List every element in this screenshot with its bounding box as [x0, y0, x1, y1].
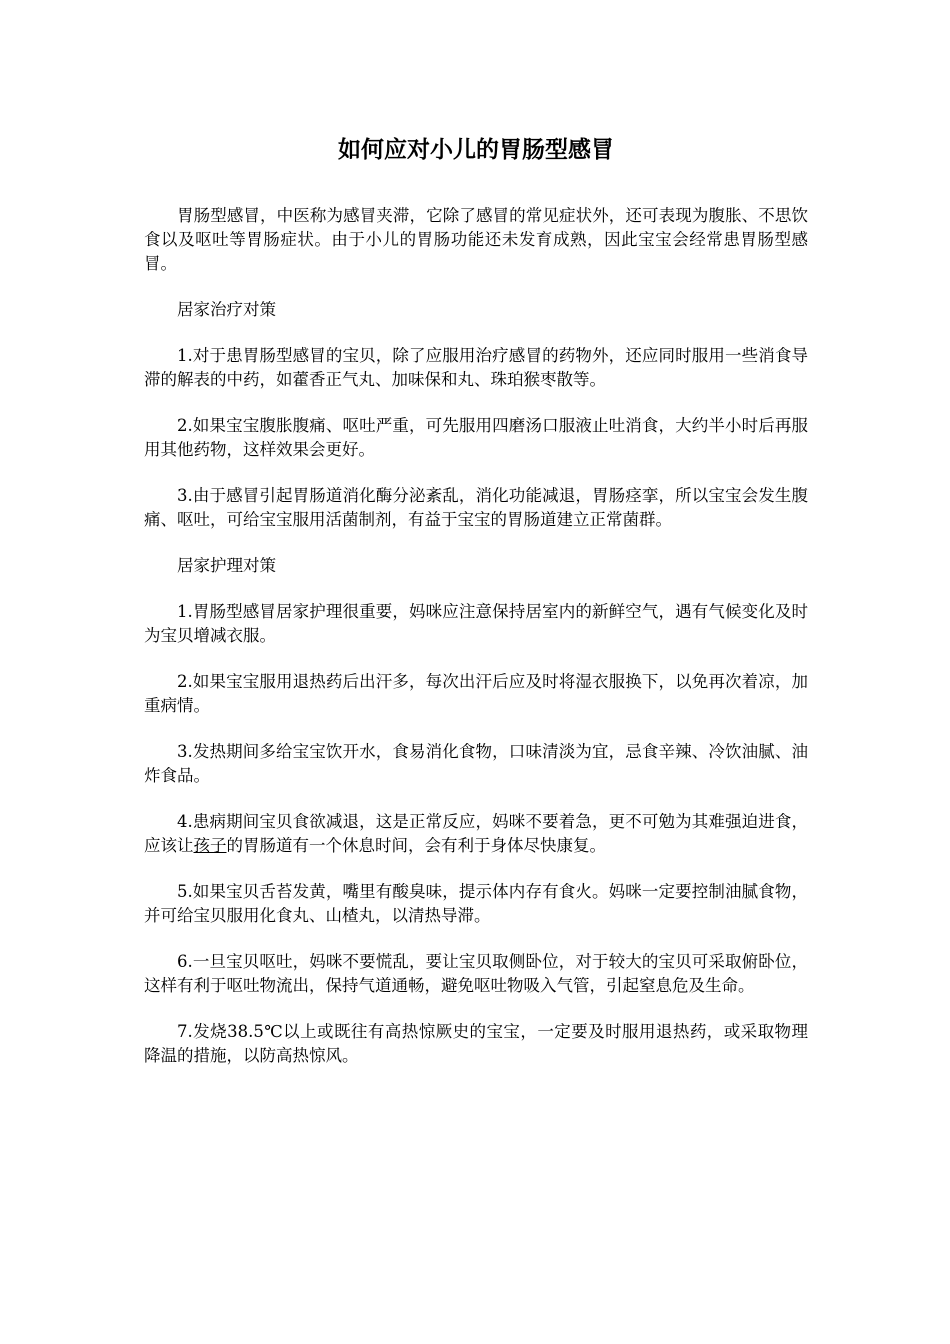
care-item-4: [144, 810, 808, 858]
care-item-5: 5.如果宝贝舌苔发黄，嘴里有酸臭味，提示体内存有食火。妈咪一定要控制油腻食物，并可给宝贝服用化食丸、山楂丸，以清热导滞。: [144, 882, 808, 925]
article-title: 如何应对小儿的胃肠型感冒: [338, 137, 614, 163]
section-heading-treatment: 居家治疗对策: [177, 300, 276, 319]
treatment-item-3: 3.由于感冒引起胃肠道消化酶分泌紊乱，消化功能减退，胃肠痉挛，所以宝宝会发生腹痛、呕吐，可给宝宝服用活菌制剂，有益于宝宝的胃肠道建立正常菌群。: [144, 486, 808, 529]
care-item-2: 2.如果宝宝服用退热药后出汗多，每次出汗后应及时将湿衣服换下，以免再次着凉，加重病情。: [144, 672, 808, 715]
intro-paragraph: 胃肠型感冒，中医称为感冒夹滞，它除了感冒的常见症状外，还可表现为腹胀、不思饮食以及呕吐等胃肠症状。由于小儿的胃肠功能还未发育成熟，因此宝宝会经常患胃肠型感冒。: [144, 206, 808, 273]
article-body: [144, 136, 808, 1090]
children-link[interactable]: 孩子: [193, 836, 227, 855]
care-item-6: 6.一旦宝贝呕吐，妈咪不要慌乱，要让宝贝取侧卧位，对于较大的宝贝可采取俯卧位，这样有利于呕吐物流出，保持气道通畅，避免呕吐物吸入气管，引起窒息危及生命。: [144, 952, 808, 995]
section-heading-care: 居家护理对策: [177, 556, 276, 575]
treatment-item-1: 1.对于患胃肠型感冒的宝贝，除了应服用治疗感冒的药物外，还应同时服用一些消食导滞的解表的中药，如藿香正气丸、加味保和丸、珠珀猴枣散等。: [144, 346, 808, 389]
treatment-item-2: 2.如果宝宝腹胀腹痛、呕吐严重，可先服用四磨汤口服液止吐消食，大约半小时后再服用其他药物，这样效果会更好。: [144, 416, 808, 459]
care-item-4-tail: 的胃肠道有一个休息时间，会有利于身体尽快康复。: [226, 836, 606, 855]
care-item-4-text: 4.患病期间宝贝食欲减退，这是正常反应，妈咪不要着急，更不可勉为其难强迫进食，应该让: [144, 812, 808, 855]
care-item-1: 1.胃肠型感冒居家护理很重要，妈咪应注意保持居室内的新鲜空气，遇有气候变化及时为宝贝增减衣服。: [144, 602, 808, 645]
care-item-3: 3.发热期间多给宝宝饮开水，食易消化食物，口味清淡为宜，忌食辛辣、冷饮油腻、油炸食品。: [144, 742, 808, 785]
care-item-7: 7.发烧38.5℃以上或既往有高热惊厥史的宝宝，一定要及时服用退热药，或采取物理降温的措施，以防高热惊风。: [144, 1022, 808, 1065]
